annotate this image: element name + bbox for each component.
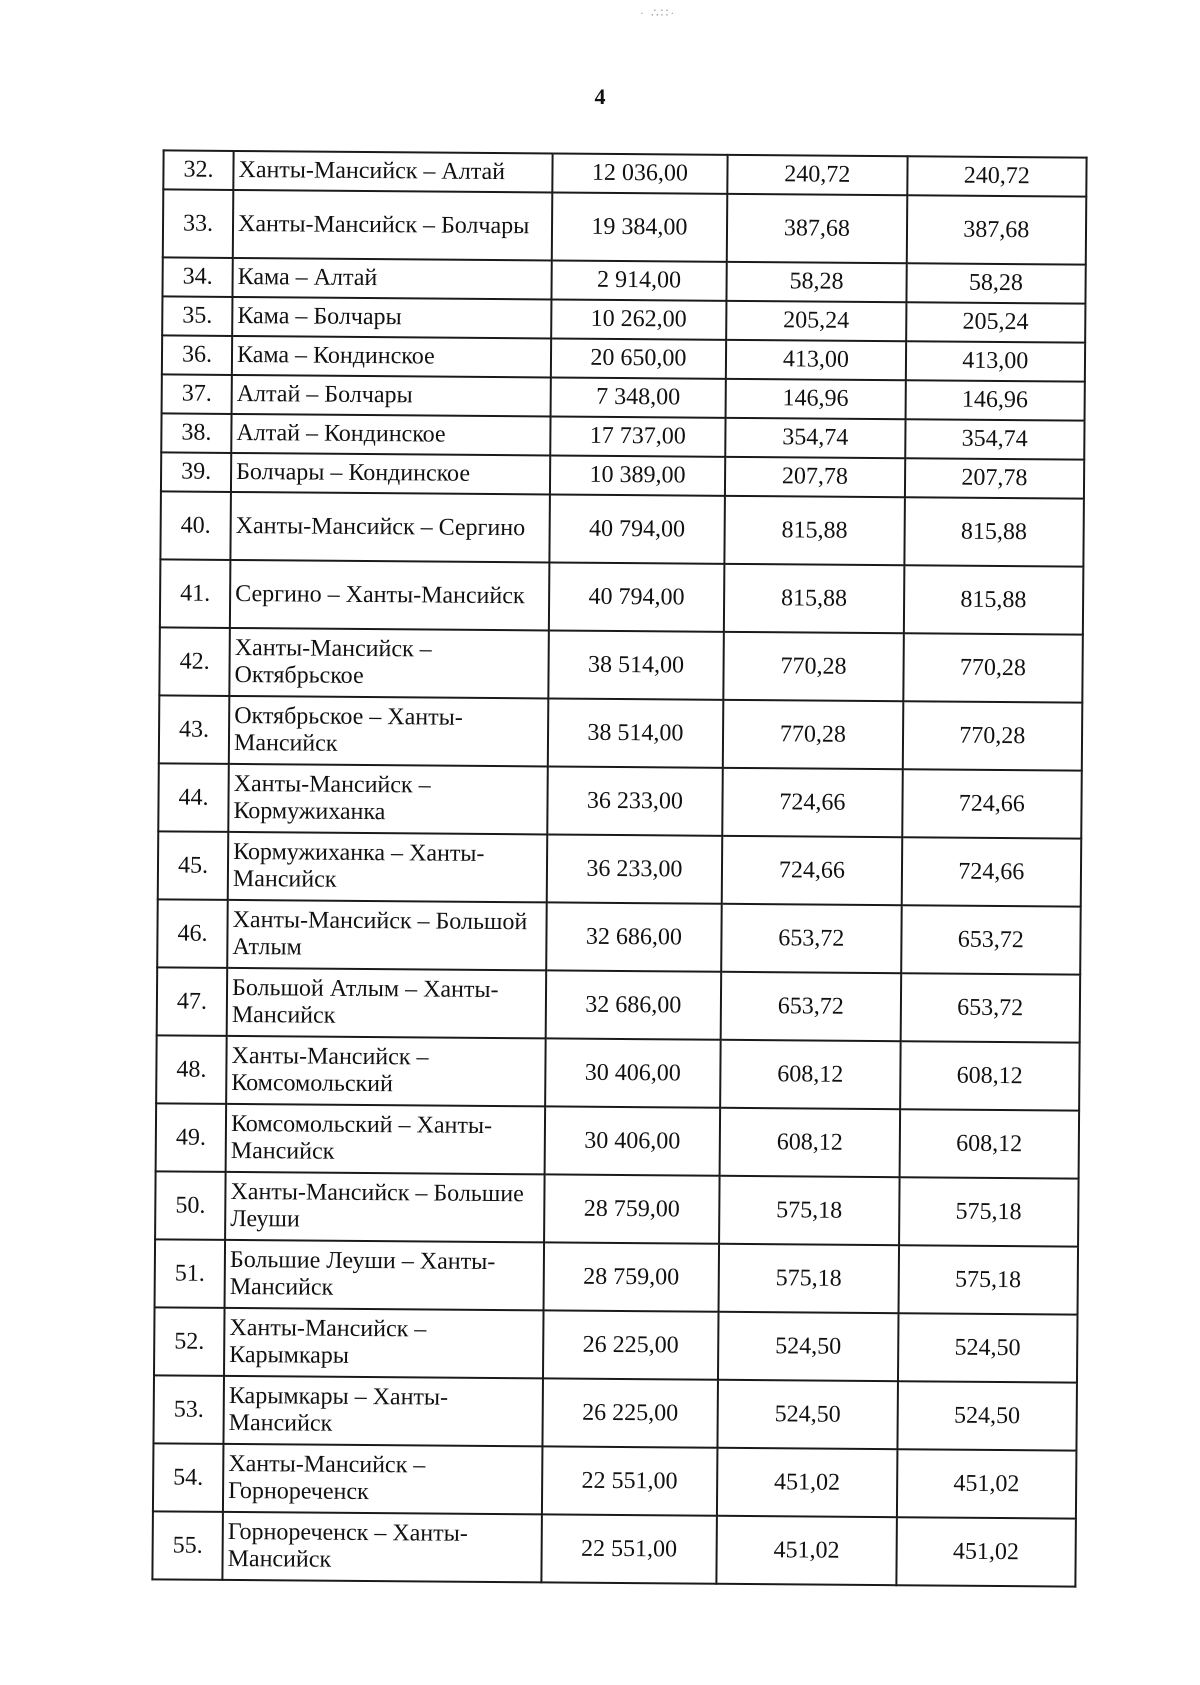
route-cell: Алтай – Кондинское [231,414,550,456]
value-cell: 770,28 [902,701,1082,770]
amount-cell: 12 036,00 [552,153,728,193]
amount-cell: 32 686,00 [545,970,721,1039]
amount-cell: 28 759,00 [544,1174,720,1243]
route-cell: Ханты-Мансийск – Болчары [233,190,552,260]
table-row [154,1307,1078,1382]
table-row [155,1171,1079,1246]
amount-cell: 17 737,00 [550,416,726,456]
route-cell: Ханты-Мансийск – Карымкары [224,1308,543,1378]
table-row [156,1103,1080,1178]
amount-cell: 2 914,00 [551,260,727,300]
route-cell: Ханты-Мансийск – Кормужиханка [228,764,547,834]
row-number-cell: 37. [162,374,232,414]
value-cell: 240,72 [728,155,908,195]
value-cell: 724,66 [722,836,902,905]
route-cell: Ханты-Мансийск – Комсомольский [226,1036,545,1106]
amount-cell: 22 551,00 [541,1514,717,1583]
value-cell: 207,78 [725,457,905,497]
route-cell: Карымкары – Ханты-Мансийск [224,1376,543,1446]
value-cell: 354,74 [725,418,905,458]
value-cell: 451,02 [896,1517,1076,1586]
route-cell: Кама – Болчары [232,297,551,339]
value-cell: 815,88 [724,564,904,633]
row-number-cell: 41. [160,559,231,628]
table-row [152,1511,1076,1586]
row-number-cell: 40. [160,491,231,560]
value-cell: 524,50 [718,1312,898,1381]
row-number-cell: 50. [155,1171,226,1240]
row-number-cell: 46. [157,899,228,968]
value-cell: 524,50 [897,1381,1077,1450]
row-number-cell: 51. [155,1239,226,1308]
row-number-cell: 34. [162,257,232,297]
value-cell: 575,18 [719,1176,899,1245]
value-cell: 205,24 [726,301,906,341]
tariff-table-body [152,150,1086,1586]
tariff-table [151,149,1087,1587]
amount-cell: 40 794,00 [549,494,725,563]
route-cell: Большие Леуши – Ханты-Мансийск [225,1240,544,1310]
value-cell: 413,00 [905,341,1085,381]
amount-cell: 22 551,00 [542,1446,718,1515]
route-cell: Кама – Алтай [233,258,552,300]
amount-cell: 40 794,00 [548,562,724,631]
value-cell: 575,18 [899,1177,1079,1246]
row-number-cell: 42. [159,627,230,696]
value-cell: 524,50 [718,1380,898,1449]
table-row [156,1035,1080,1110]
value-cell: 608,12 [720,1040,900,1109]
value-cell: 205,24 [906,302,1086,342]
route-cell: Кормужиханка – Ханты-Мансийск [228,832,547,902]
scan-artifact: · ∴∷· [640,6,677,20]
value-cell: 770,28 [723,700,903,769]
row-number-cell: 35. [162,296,232,336]
value-cell: 770,28 [724,632,904,701]
row-number-cell: 32. [163,150,233,190]
table-row [157,967,1081,1042]
row-number-cell: 39. [161,452,231,492]
amount-cell: 30 406,00 [544,1106,720,1175]
route-cell: Ханты-Мансийск – Горнореченск [223,1444,542,1514]
amount-cell: 28 759,00 [543,1242,719,1311]
value-cell: 58,28 [727,262,907,302]
route-cell: Алтай – Болчары [232,375,551,417]
table-row [159,695,1083,770]
row-number-cell: 45. [158,831,229,900]
table-row [158,831,1082,906]
table-row [159,627,1083,702]
value-cell: 608,12 [900,1041,1080,1110]
route-cell: Ханты-Мансийск – Октябрьское [229,628,548,698]
route-cell: Сергино – Ханты-Мансийск [230,560,549,630]
table-row [155,1239,1079,1314]
table-row [158,763,1082,838]
amount-cell: 38 514,00 [547,698,723,767]
route-cell: Октябрьское – Ханты-Мансийск [229,696,548,766]
table-row [153,1375,1077,1450]
route-cell: Горнореченск – Ханты-Мансийск [222,1512,541,1582]
amount-cell: 10 389,00 [550,455,726,495]
row-number-cell: 53. [153,1375,224,1444]
value-cell: 724,66 [901,837,1081,906]
amount-cell: 26 225,00 [543,1310,719,1379]
table-row [163,189,1087,264]
amount-cell: 36 233,00 [546,834,722,903]
value-cell: 354,74 [905,419,1085,459]
table-row [157,899,1081,974]
value-cell: 724,66 [722,768,902,837]
table-row [160,559,1084,634]
route-cell: Ханты-Мансийск – Большие Леуши [225,1172,544,1242]
value-cell: 653,72 [721,904,901,973]
amount-cell: 20 650,00 [550,338,726,378]
value-cell: 451,02 [717,1516,897,1585]
route-cell: Ханты-Мансийск – Большой Атлым [227,900,546,970]
row-number-cell: 47. [157,967,228,1036]
value-cell: 146,96 [905,380,1085,420]
value-cell: 451,02 [717,1448,897,1517]
row-number-cell: 36. [162,335,232,375]
table-row [153,1443,1077,1518]
value-cell: 387,68 [727,194,907,263]
value-cell: 724,66 [902,769,1082,838]
amount-cell: 30 406,00 [545,1038,721,1107]
row-number-cell: 52. [154,1307,225,1376]
page-number: 4 [594,84,606,109]
value-cell: 240,72 [907,156,1087,196]
route-cell: Кама – Кондинское [232,336,551,378]
row-number-cell: 48. [156,1035,227,1104]
row-number-cell: 43. [159,695,230,764]
value-cell: 146,96 [726,379,906,419]
amount-cell: 32 686,00 [546,902,722,971]
amount-cell: 38 514,00 [548,630,724,699]
route-cell: Ханты-Мансийск – Сергино [230,492,549,562]
value-cell: 575,18 [898,1245,1078,1314]
row-number-cell: 54. [153,1443,224,1512]
value-cell: 608,12 [720,1108,900,1177]
value-cell: 207,78 [905,458,1085,498]
amount-cell: 26 225,00 [542,1378,718,1447]
value-cell: 653,72 [900,973,1080,1042]
row-number-cell: 33. [163,189,234,258]
value-cell: 451,02 [897,1449,1077,1518]
value-cell: 770,28 [903,633,1083,702]
route-cell: Большой Атлым – Ханты-Мансийск [227,968,546,1038]
value-cell: 815,88 [903,565,1083,634]
route-cell: Ханты-Мансийск – Алтай [233,151,552,193]
value-cell: 575,18 [719,1244,899,1313]
route-cell: Болчары – Кондинское [231,453,550,495]
value-cell: 653,72 [901,905,1081,974]
row-number-cell: 38. [161,413,231,453]
amount-cell: 36 233,00 [547,766,723,835]
value-cell: 524,50 [898,1313,1078,1382]
amount-cell: 7 348,00 [550,377,726,417]
row-number-cell: 49. [156,1103,227,1172]
row-number-cell: 44. [158,763,229,832]
row-number-cell: 55. [152,1511,223,1580]
value-cell: 608,12 [899,1109,1079,1178]
value-cell: 387,68 [906,195,1086,264]
value-cell: 413,00 [726,340,906,380]
amount-cell: 10 262,00 [551,299,727,339]
value-cell: 815,88 [725,496,905,565]
value-cell: 58,28 [906,263,1086,303]
value-cell: 653,72 [721,972,901,1041]
amount-cell: 19 384,00 [551,192,727,261]
value-cell: 815,88 [904,497,1084,566]
table-row [160,491,1084,566]
route-cell: Комсомольский – Ханты-Мансийск [226,1104,545,1174]
